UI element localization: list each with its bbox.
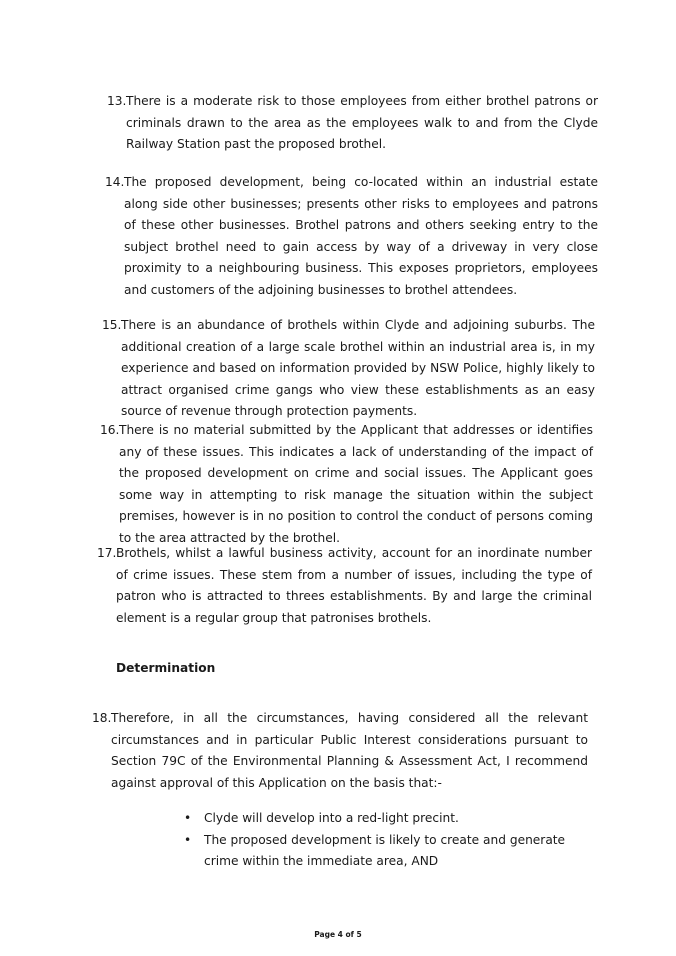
paragraph-15 [102, 315, 595, 423]
paragraph-text: The proposed development, being co-located within an industrial estate along side other businesses; presents other risks to employees and patrons of these other businesses. Brothel patrons and others seeking entry to the subject brothel need to gain access by way of a driveway in very close proximity to a neighbouring business. This exposes proprietors, employees and customers of the adjoining businesses to brothel attendees. [124, 175, 598, 297]
paragraph-number: 15. [102, 318, 122, 332]
bullet-icon: • [184, 832, 192, 847]
page-footer: Page 4 of 5 [314, 930, 362, 939]
paragraph-text: There is a moderate risk to those employees from either brothel patrons or criminals drawn to the area as the employees walk to and from the Clyde Railway Station past the proposed brothel. [126, 94, 598, 151]
paragraph-text: There is no material submitted by the Applicant that addresses or identifies any of these issues. This indicates a lack of understanding of the impact of the proposed development on crime and social issues. The Applicant goes some way in attempting to risk manage the situation within the subject premises, however is in no position to control the conduct of persons coming to the area attracted by the brothel. [119, 423, 593, 545]
paragraph-text: Brothels, whilst a lawful business activity, account for an inordinate number of crime issues. These stem from a number of issues, including the type of patron who is attracted to threes establishments. By and large the criminal element is a regular group that patronises brothels. [116, 546, 592, 625]
paragraph-16 [100, 420, 593, 549]
recommendation-list [184, 808, 594, 873]
paragraph-number: 16. [100, 423, 120, 437]
paragraph-number: 17. [97, 546, 117, 560]
paragraph-text: Therefore, in all the circumstances, having considered all the relevant circumstances and in particular Public Interest considerations pursuant to Section 79C of the Environmental Planning & Assessment Act, I recommend against approval of this Application on the basis that:- [111, 711, 588, 790]
paragraph-number: 13. [107, 94, 127, 108]
list-item-text: The proposed development is likely to create and generate crime within the immediate area, AND [204, 832, 566, 868]
list-item-text: Clyde will develop into a red-light precint. [204, 811, 459, 825]
bullet-icon: • [184, 811, 192, 825]
paragraph-17 [97, 543, 592, 629]
paragraph-13 [107, 91, 598, 156]
section-heading: Determination [116, 661, 216, 675]
paragraph-number: 14. [105, 175, 125, 189]
paragraph-number: 18. [92, 711, 112, 725]
list-item [184, 830, 594, 873]
paragraph-18 [92, 708, 588, 794]
paragraph-text: There is an abundance of brothels within Clyde and adjoining suburbs. The additional creation of a large scale brothel within an industrial area is, in my experience and based on information provided by NSW Police, highly likely to attract organised crime gangs who view these establishments as an easy source of revenue through protection payments. [121, 318, 595, 418]
list-item [184, 808, 594, 830]
paragraph-14 [105, 172, 598, 301]
